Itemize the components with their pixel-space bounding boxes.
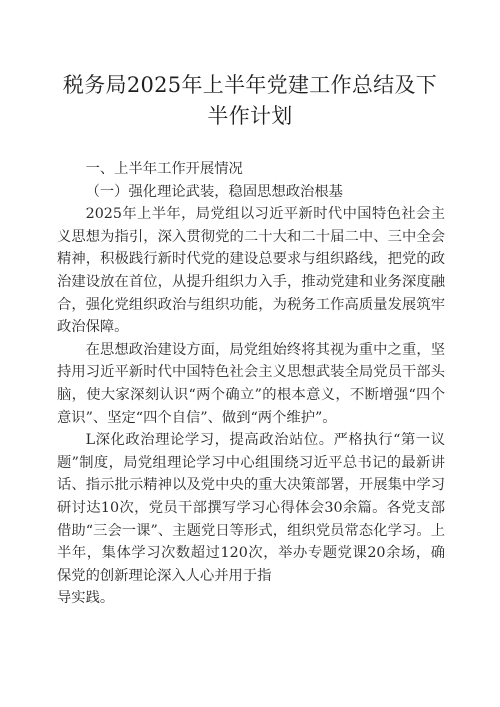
subsection-heading: （一）强化理论武装，稳固思想政治根基 [85, 183, 343, 200]
paragraph: 在思想政治建设方面，局党组始终将其视为重中之重，坚持用习近平新时代中国特色社会主义思想武装全局党员干部头脑，使大家深刻认识“两个确立”的根本意义，不断增强“四个意识”、坚定“四个自信”、做到“两个维护”。 [57, 341, 445, 426]
paragraph: 2025年上半年，局党组以习近平新时代中国特色社会主义思想为指引，深入贯彻党的二十大和二十届二中、三中全会精神，积极践行新时代党的建设总要求与组织路线，把党的政治建设放在首位，从提升组织力入手，推动党建和业务深度融合，强化党组织政治与组织功能，为税务工作高质量发展筑牢政治保障。 [57, 206, 445, 336]
paragraph: L深化政治理论学习，提高政治站位。严格执行“第一议题”制度，局党组理论学习中心组围绕习近平总书记的最新讲话、指示批示精神以及党中央的重大决策部署，开展集中学习研讨达10次，党员干部撰写学习心得体会30余篇。各党支部借助“三会一课”、主题党日等形式，组织党员常态化学习。上半年，集体学习次数超过120次，举办专题党课20余场，确保党的创新理论深入人心并用于指 [57, 432, 445, 584]
document-body [57, 158, 445, 610]
document-title: 税务局2025年上半年党建工作总结及下半作计划 [62, 73, 438, 128]
paragraph-continuation: 导实践。 [57, 590, 115, 607]
section-heading: 一、上半年工作开展情况 [85, 161, 243, 177]
